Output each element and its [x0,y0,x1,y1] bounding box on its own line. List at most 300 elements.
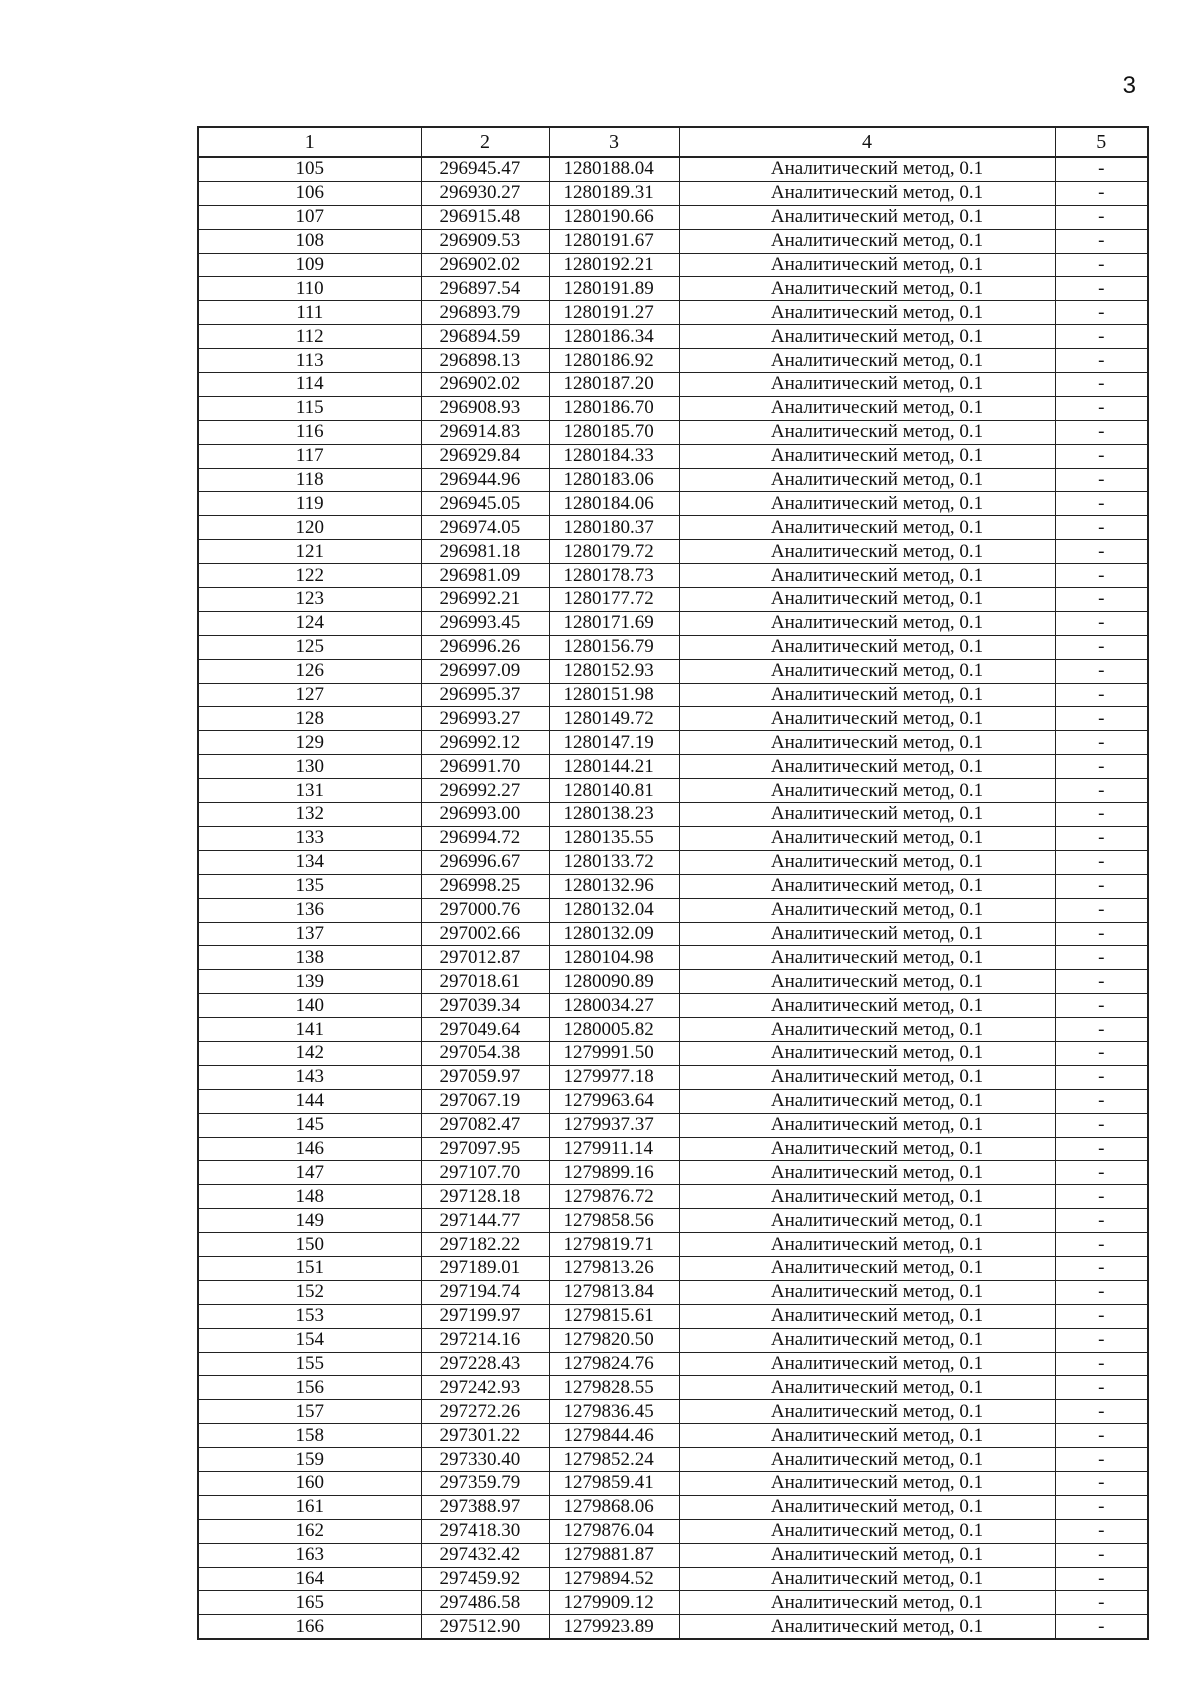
table-row [198,1256,1148,1280]
method-cell: Аналитический метод, 0.1 [679,1209,1055,1233]
point-number-cell: 151 [198,1256,421,1280]
x-coordinate-cell: 297272.26 [421,1400,549,1424]
y-coordinate-cell: 1279813.84 [549,1280,679,1304]
table-row [198,349,1148,373]
point-number-cell: 149 [198,1209,421,1233]
note-cell: - [1055,1185,1148,1209]
table-row [198,659,1148,683]
table-row [198,420,1148,444]
point-number-cell: 124 [198,611,421,635]
y-coordinate-cell: 1280192.21 [549,253,679,277]
table-row [198,181,1148,205]
note-cell: - [1055,1209,1148,1233]
table-row [198,325,1148,349]
note-cell: - [1055,396,1148,420]
y-coordinate-cell: 1280191.67 [549,229,679,253]
x-coordinate-cell: 297359.79 [421,1471,549,1495]
table-row [198,898,1148,922]
x-coordinate-cell: 297330.40 [421,1448,549,1472]
point-number-cell: 113 [198,349,421,373]
y-coordinate-cell: 1279844.46 [549,1424,679,1448]
point-number-cell: 154 [198,1328,421,1352]
table-row [198,1448,1148,1472]
point-number-cell: 111 [198,301,421,325]
y-coordinate-cell: 1280177.72 [549,588,679,612]
header-row [198,127,1148,157]
point-number-cell: 136 [198,898,421,922]
table-row [198,301,1148,325]
x-coordinate-cell: 296981.09 [421,564,549,588]
table-header [198,127,1148,157]
table-row [198,755,1148,779]
y-coordinate-cell: 1279911.14 [549,1137,679,1161]
table-row [198,922,1148,946]
y-coordinate-cell: 1280184.06 [549,492,679,516]
y-coordinate-cell: 1280133.72 [549,850,679,874]
note-cell: - [1055,1471,1148,1495]
method-cell: Аналитический метод, 0.1 [679,1304,1055,1328]
point-number-cell: 109 [198,253,421,277]
x-coordinate-cell: 296993.45 [421,611,549,635]
x-coordinate-cell: 297059.97 [421,1065,549,1089]
method-cell: Аналитический метод, 0.1 [679,1591,1055,1615]
y-coordinate-cell: 1279923.89 [549,1615,679,1639]
x-coordinate-cell: 297199.97 [421,1304,549,1328]
point-number-cell: 163 [198,1543,421,1567]
y-coordinate-cell: 1280156.79 [549,635,679,659]
x-coordinate-cell: 296993.00 [421,803,549,827]
note-cell: - [1055,755,1148,779]
method-cell: Аналитический метод, 0.1 [679,635,1055,659]
method-cell: Аналитический метод, 0.1 [679,1424,1055,1448]
x-coordinate-cell: 296944.96 [421,468,549,492]
y-coordinate-cell: 1280147.19 [549,731,679,755]
point-number-cell: 141 [198,1018,421,1042]
point-number-cell: 122 [198,564,421,588]
method-cell: Аналитический метод, 0.1 [679,1352,1055,1376]
y-coordinate-cell: 1280144.21 [549,755,679,779]
table-row [198,516,1148,540]
x-coordinate-cell: 296929.84 [421,444,549,468]
method-cell: Аналитический метод, 0.1 [679,1256,1055,1280]
table-row [198,1376,1148,1400]
note-cell: - [1055,492,1148,516]
x-coordinate-cell: 296915.48 [421,205,549,229]
method-cell: Аналитический метод, 0.1 [679,874,1055,898]
y-coordinate-cell: 1280135.55 [549,826,679,850]
table-row [198,444,1148,468]
y-coordinate-cell: 1279820.50 [549,1328,679,1352]
note-cell: - [1055,946,1148,970]
point-number-cell: 114 [198,373,421,397]
point-number-cell: 159 [198,1448,421,1472]
y-coordinate-cell: 1280138.23 [549,803,679,827]
method-cell: Аналитический метод, 0.1 [679,1543,1055,1567]
method-cell: Аналитический метод, 0.1 [679,1089,1055,1113]
note-cell: - [1055,1519,1148,1543]
table-row [198,157,1148,181]
table-row [198,970,1148,994]
x-coordinate-cell: 297012.87 [421,946,549,970]
y-coordinate-cell: 1279815.61 [549,1304,679,1328]
y-coordinate-cell: 1279909.12 [549,1591,679,1615]
y-coordinate-cell: 1279836.45 [549,1400,679,1424]
method-cell: Аналитический метод, 0.1 [679,683,1055,707]
point-number-cell: 128 [198,707,421,731]
point-number-cell: 157 [198,1400,421,1424]
y-coordinate-cell: 1280191.89 [549,277,679,301]
point-number-cell: 137 [198,922,421,946]
point-number-cell: 120 [198,516,421,540]
method-cell: Аналитический метод, 0.1 [679,1065,1055,1089]
note-cell: - [1055,1328,1148,1352]
x-coordinate-cell: 297388.97 [421,1495,549,1519]
table-row [198,1089,1148,1113]
table-row [198,1065,1148,1089]
method-cell: Аналитический метод, 0.1 [679,731,1055,755]
table-row [198,946,1148,970]
y-coordinate-cell: 1279899.16 [549,1161,679,1185]
point-number-cell: 121 [198,540,421,564]
method-cell: Аналитический метод, 0.1 [679,898,1055,922]
note-cell: - [1055,1280,1148,1304]
note-cell: - [1055,1041,1148,1065]
table-row [198,1018,1148,1042]
note-cell: - [1055,1376,1148,1400]
page-number: 3 [1122,72,1136,99]
table-row [198,1471,1148,1495]
x-coordinate-cell: 297182.22 [421,1233,549,1257]
header-col-2: 2 [421,127,549,157]
point-number-cell: 108 [198,229,421,253]
x-coordinate-cell: 297194.74 [421,1280,549,1304]
note-cell: - [1055,205,1148,229]
method-cell: Аналитический метод, 0.1 [679,659,1055,683]
y-coordinate-cell: 1280132.96 [549,874,679,898]
table-row [198,229,1148,253]
point-number-cell: 147 [198,1161,421,1185]
x-coordinate-cell: 296992.12 [421,731,549,755]
method-cell: Аналитический метод, 0.1 [679,1376,1055,1400]
y-coordinate-cell: 1280171.69 [549,611,679,635]
point-number-cell: 131 [198,779,421,803]
table-row [198,1615,1148,1639]
method-cell: Аналитический метод, 0.1 [679,1185,1055,1209]
note-cell: - [1055,1137,1148,1161]
method-cell: Аналитический метод, 0.1 [679,946,1055,970]
table-row [198,1328,1148,1352]
note-cell: - [1055,277,1148,301]
method-cell: Аналитический метод, 0.1 [679,1400,1055,1424]
note-cell: - [1055,1161,1148,1185]
note-cell: - [1055,588,1148,612]
x-coordinate-cell: 296992.21 [421,588,549,612]
x-coordinate-cell: 296981.18 [421,540,549,564]
x-coordinate-cell: 296994.72 [421,826,549,850]
x-coordinate-cell: 297128.18 [421,1185,549,1209]
note-cell: - [1055,253,1148,277]
method-cell: Аналитический метод, 0.1 [679,1113,1055,1137]
x-coordinate-cell: 297512.90 [421,1615,549,1639]
point-number-cell: 105 [198,157,421,181]
point-number-cell: 145 [198,1113,421,1137]
y-coordinate-cell: 1280132.09 [549,922,679,946]
point-number-cell: 150 [198,1233,421,1257]
point-number-cell: 106 [198,181,421,205]
note-cell: - [1055,1065,1148,1089]
table-row [198,850,1148,874]
table-row [198,396,1148,420]
note-cell: - [1055,1543,1148,1567]
x-coordinate-cell: 297002.66 [421,922,549,946]
method-cell: Аналитический метод, 0.1 [679,492,1055,516]
x-coordinate-cell: 297189.01 [421,1256,549,1280]
x-coordinate-cell: 297228.43 [421,1352,549,1376]
table-row [198,683,1148,707]
x-coordinate-cell: 297097.95 [421,1137,549,1161]
y-coordinate-cell: 1279894.52 [549,1567,679,1591]
method-cell: Аналитический метод, 0.1 [679,420,1055,444]
x-coordinate-cell: 297418.30 [421,1519,549,1543]
method-cell: Аналитический метод, 0.1 [679,253,1055,277]
note-cell: - [1055,1304,1148,1328]
note-cell: - [1055,1018,1148,1042]
point-number-cell: 118 [198,468,421,492]
note-cell: - [1055,420,1148,444]
y-coordinate-cell: 1280005.82 [549,1018,679,1042]
note-cell: - [1055,1567,1148,1591]
point-number-cell: 161 [198,1495,421,1519]
table-row [198,1352,1148,1376]
note-cell: - [1055,1352,1148,1376]
y-coordinate-cell: 1280149.72 [549,707,679,731]
note-cell: - [1055,826,1148,850]
method-cell: Аналитический метод, 0.1 [679,1018,1055,1042]
coordinates-table [197,126,1149,1640]
point-number-cell: 156 [198,1376,421,1400]
method-cell: Аналитический метод, 0.1 [679,588,1055,612]
note-cell: - [1055,1256,1148,1280]
y-coordinate-cell: 1279963.64 [549,1089,679,1113]
y-coordinate-cell: 1279876.04 [549,1519,679,1543]
x-coordinate-cell: 296998.25 [421,874,549,898]
note-cell: - [1055,850,1148,874]
table-row [198,492,1148,516]
x-coordinate-cell: 297107.70 [421,1161,549,1185]
method-cell: Аналитический метод, 0.1 [679,922,1055,946]
point-number-cell: 146 [198,1137,421,1161]
x-coordinate-cell: 297018.61 [421,970,549,994]
y-coordinate-cell: 1279859.41 [549,1471,679,1495]
x-coordinate-cell: 297214.16 [421,1328,549,1352]
y-coordinate-cell: 1279991.50 [549,1041,679,1065]
note-cell: - [1055,1400,1148,1424]
point-number-cell: 115 [198,396,421,420]
method-cell: Аналитический метод, 0.1 [679,516,1055,540]
point-number-cell: 153 [198,1304,421,1328]
x-coordinate-cell: 297049.64 [421,1018,549,1042]
note-cell: - [1055,1113,1148,1137]
table-row [198,1209,1148,1233]
method-cell: Аналитический метод, 0.1 [679,1495,1055,1519]
x-coordinate-cell: 297082.47 [421,1113,549,1137]
point-number-cell: 123 [198,588,421,612]
y-coordinate-cell: 1280186.34 [549,325,679,349]
note-cell: - [1055,874,1148,898]
x-coordinate-cell: 296996.67 [421,850,549,874]
table-row [198,994,1148,1018]
x-coordinate-cell: 296894.59 [421,325,549,349]
point-number-cell: 126 [198,659,421,683]
y-coordinate-cell: 1280132.04 [549,898,679,922]
method-cell: Аналитический метод, 0.1 [679,229,1055,253]
note-cell: - [1055,683,1148,707]
x-coordinate-cell: 296997.09 [421,659,549,683]
y-coordinate-cell: 1280178.73 [549,564,679,588]
method-cell: Аналитический метод, 0.1 [679,1161,1055,1185]
x-coordinate-cell: 296902.02 [421,373,549,397]
note-cell: - [1055,994,1148,1018]
method-cell: Аналитический метод, 0.1 [679,755,1055,779]
method-cell: Аналитический метод, 0.1 [679,1615,1055,1639]
note-cell: - [1055,1089,1148,1113]
method-cell: Аналитический метод, 0.1 [679,1519,1055,1543]
y-coordinate-cell: 1280190.66 [549,205,679,229]
table-row [198,1495,1148,1519]
table-row [198,540,1148,564]
method-cell: Аналитический метод, 0.1 [679,444,1055,468]
point-number-cell: 133 [198,826,421,850]
table-row [198,779,1148,803]
y-coordinate-cell: 1279852.24 [549,1448,679,1472]
point-number-cell: 152 [198,1280,421,1304]
y-coordinate-cell: 1280180.37 [549,516,679,540]
point-number-cell: 164 [198,1567,421,1591]
table-row [198,1161,1148,1185]
point-number-cell: 132 [198,803,421,827]
point-number-cell: 135 [198,874,421,898]
note-cell: - [1055,1448,1148,1472]
point-number-cell: 143 [198,1065,421,1089]
header-col-1: 1 [198,127,421,157]
x-coordinate-cell: 296945.05 [421,492,549,516]
table-row [198,611,1148,635]
table-row [198,707,1148,731]
method-cell: Аналитический метод, 0.1 [679,707,1055,731]
note-cell: - [1055,157,1148,181]
point-number-cell: 165 [198,1591,421,1615]
method-cell: Аналитический метод, 0.1 [679,540,1055,564]
note-cell: - [1055,1591,1148,1615]
x-coordinate-cell: 296993.27 [421,707,549,731]
y-coordinate-cell: 1280104.98 [549,946,679,970]
method-cell: Аналитический метод, 0.1 [679,826,1055,850]
note-cell: - [1055,516,1148,540]
point-number-cell: 160 [198,1471,421,1495]
point-number-cell: 139 [198,970,421,994]
y-coordinate-cell: 1279868.06 [549,1495,679,1519]
y-coordinate-cell: 1280179.72 [549,540,679,564]
point-number-cell: 125 [198,635,421,659]
table-row [198,253,1148,277]
x-coordinate-cell: 297039.34 [421,994,549,1018]
note-cell: - [1055,611,1148,635]
x-coordinate-cell: 297067.19 [421,1089,549,1113]
table-body [198,157,1148,1639]
note-cell: - [1055,444,1148,468]
y-coordinate-cell: 1280186.70 [549,396,679,420]
y-coordinate-cell: 1280191.27 [549,301,679,325]
note-cell: - [1055,564,1148,588]
method-cell: Аналитический метод, 0.1 [679,1280,1055,1304]
note-cell: - [1055,373,1148,397]
x-coordinate-cell: 296974.05 [421,516,549,540]
method-cell: Аналитический метод, 0.1 [679,325,1055,349]
note-cell: - [1055,1615,1148,1639]
table-row [198,1543,1148,1567]
x-coordinate-cell: 296914.83 [421,420,549,444]
method-cell: Аналитический метод, 0.1 [679,994,1055,1018]
table-row [198,1233,1148,1257]
method-cell: Аналитический метод, 0.1 [679,803,1055,827]
note-cell: - [1055,635,1148,659]
note-cell: - [1055,659,1148,683]
point-number-cell: 144 [198,1089,421,1113]
table-row [198,1424,1148,1448]
method-cell: Аналитический метод, 0.1 [679,349,1055,373]
method-cell: Аналитический метод, 0.1 [679,301,1055,325]
method-cell: Аналитический метод, 0.1 [679,1328,1055,1352]
y-coordinate-cell: 1280140.81 [549,779,679,803]
table-row [198,277,1148,301]
method-cell: Аналитический метод, 0.1 [679,970,1055,994]
y-coordinate-cell: 1280151.98 [549,683,679,707]
y-coordinate-cell: 1280185.70 [549,420,679,444]
note-cell: - [1055,803,1148,827]
x-coordinate-cell: 296902.02 [421,253,549,277]
method-cell: Аналитический метод, 0.1 [679,205,1055,229]
y-coordinate-cell: 1280034.27 [549,994,679,1018]
y-coordinate-cell: 1279937.37 [549,1113,679,1137]
x-coordinate-cell: 296898.13 [421,349,549,373]
point-number-cell: 142 [198,1041,421,1065]
table-row [198,1041,1148,1065]
note-cell: - [1055,349,1148,373]
x-coordinate-cell: 296930.27 [421,181,549,205]
y-coordinate-cell: 1279977.18 [549,1065,679,1089]
y-coordinate-cell: 1280152.93 [549,659,679,683]
note-cell: - [1055,325,1148,349]
x-coordinate-cell: 296991.70 [421,755,549,779]
point-number-cell: 129 [198,731,421,755]
x-coordinate-cell: 297144.77 [421,1209,549,1233]
note-cell: - [1055,970,1148,994]
method-cell: Аналитический метод, 0.1 [679,1137,1055,1161]
x-coordinate-cell: 296897.54 [421,277,549,301]
point-number-cell: 148 [198,1185,421,1209]
note-cell: - [1055,540,1148,564]
method-cell: Аналитический метод, 0.1 [679,564,1055,588]
note-cell: - [1055,229,1148,253]
table-row [198,1280,1148,1304]
note-cell: - [1055,181,1148,205]
note-cell: - [1055,1424,1148,1448]
note-cell: - [1055,922,1148,946]
point-number-cell: 158 [198,1424,421,1448]
table-row [198,564,1148,588]
method-cell: Аналитический метод, 0.1 [679,1041,1055,1065]
method-cell: Аналитический метод, 0.1 [679,850,1055,874]
